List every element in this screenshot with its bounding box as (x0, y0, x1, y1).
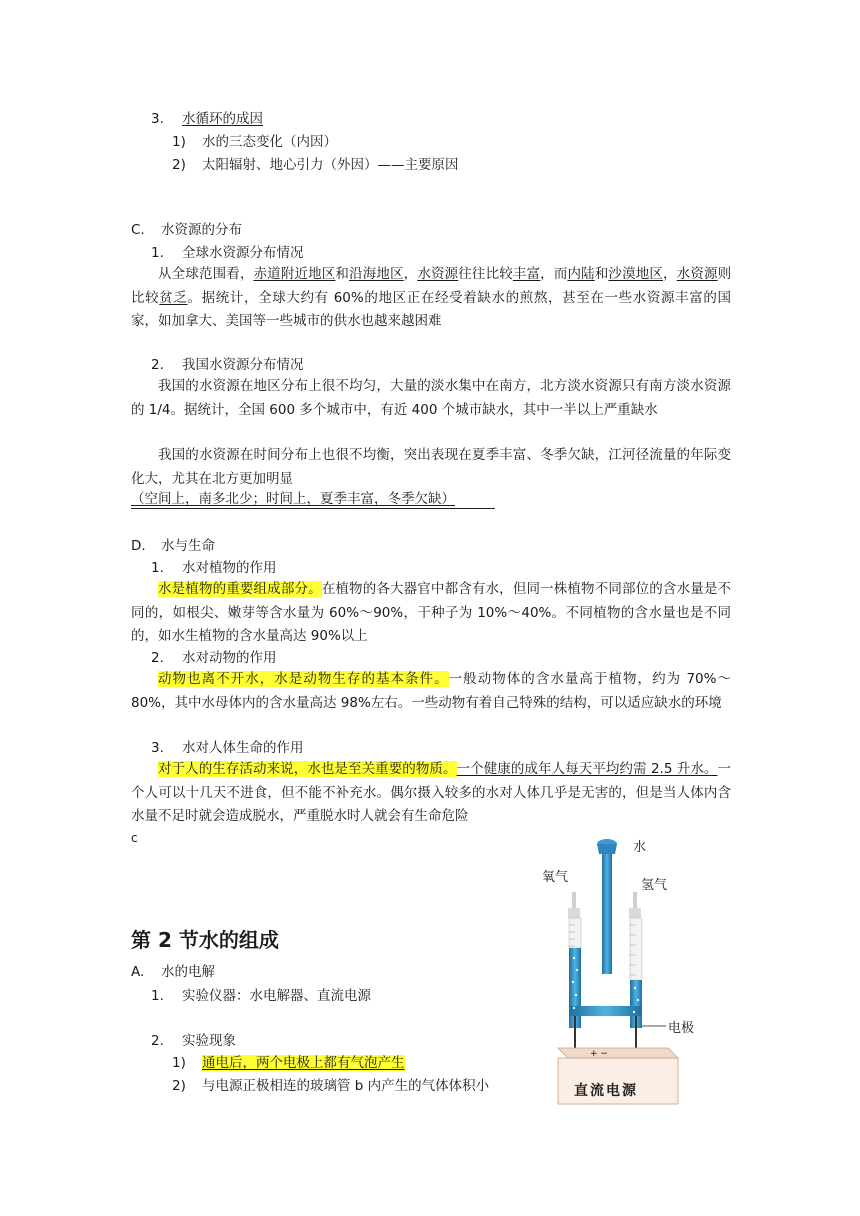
section-heading: 水资源的分布 (161, 222, 242, 238)
section-letter: D. (131, 538, 146, 554)
paragraph-animals: 动物也离不开水，水是动物生存的基本条件。一般动物体的含水量高于植物，约为 70%～80%，其中水母体内的含水量高达 98%左右。一些动物有着自己特殊的结构，可以适应缺水的环境 (131, 671, 732, 711)
label-power-supply: 直流电源 (574, 1083, 638, 1099)
funnel (597, 839, 617, 974)
list-item: 与电源正极相连的玻璃管 b 内产生的气体体积小 (202, 1078, 490, 1094)
paragraph-china-water-time: 我国的水资源在时间分布上也很不均衡，突出表现在夏季丰富、冬季欠缺，江河径流量的年际变化大，尤其在北方更加明显 (131, 447, 731, 487)
item-number: 3. (151, 740, 164, 756)
subsection-heading: 实验仪器：水电解器、直流电源 (182, 988, 371, 1004)
subsection-heading: 全球水资源分布情况 (182, 245, 304, 261)
electrolysis-figure (528, 830, 708, 1110)
list-item: 通电后，两个电极上都有气泡产生 (202, 1055, 405, 1071)
item-number: 1) (172, 1055, 186, 1071)
item-number: 2. (151, 650, 164, 666)
subsection-heading: 我国水资源分布情况 (182, 357, 304, 373)
label-hydrogen: 氢气 (641, 878, 668, 893)
section-letter: C. (131, 222, 145, 238)
subsection-heading: 水对植物的作用 (182, 560, 277, 576)
list-item: 水的三态变化（内因） (202, 134, 337, 150)
paragraph-china-water-space: 我国的水资源在地区分布上很不均匀，大量的淡水集中在南方，北方淡水资源只有南方淡水资源的 1/4。据统计，全国 600 多个城市中，有近 400 个城市缺水，其中一半以上严重缺水 (131, 378, 731, 418)
item-number: 1. (151, 560, 164, 576)
summary-underline (131, 508, 495, 509)
stray-char: c (131, 831, 138, 845)
subsection-heading: 水对人体生命的作用 (182, 740, 304, 756)
item-number: 2) (172, 1078, 186, 1094)
section-heading: 水与生命 (161, 538, 215, 554)
list-item: 太阳辐射、地心引力（外因）——主要原因 (202, 157, 459, 173)
item-number: 1. (151, 988, 164, 1004)
paragraph-plants: 水是植物的重要组成部分。在植物的各大器官中都含有水，但同一株植物不同部位的含水量是不同的，如根尖、嫩芽等含水量为 60%～90%，干种子为 10%～40%。不同植物的含水量也是不同的，如水生植物的含水量高达 90%以上 (131, 581, 732, 644)
subsection-heading: 水对动物的作用 (182, 650, 277, 666)
section-heading: 水的电解 (161, 964, 215, 980)
label-oxygen: 氧气 (542, 870, 569, 885)
section-letter: A. (131, 964, 145, 980)
electrodes (575, 1016, 636, 1048)
item-number: 1. (151, 245, 164, 261)
paragraph-global-water: 从全球范围看，赤道附近地区和沿海地区，水资源往往比较丰富，而内陆和沙漠地区，水资源则比较贫乏。据统计，全球大约有 60%的地区正在经受着缺水的煎熬，甚至在一些水资源丰富的国家，如加拿大、美国等一些城市的供水也越来越困难 (131, 266, 732, 329)
label-electrode: 电极 (668, 1021, 695, 1036)
section-heading: 水循环的成因 (182, 111, 263, 127)
summary-line: （空间上，南多北少；时间上，夏季丰富，冬季欠缺） (131, 491, 455, 507)
connector-tube (569, 1006, 642, 1016)
item-number: 2) (172, 157, 186, 173)
label-terminals: + − (590, 1049, 608, 1059)
item-number: 3. (151, 111, 164, 127)
paragraph-human: 对于人的生存活动来说，水也是至关重要的物质。一个健康的成年人每天平均约需 2.5 升水。一个人可以十几天不进食，但不能不补充水。偶尔摄入较多的水对人体几乎是无害的，但是当人体内含水量不足时就会造成脱水，严重脱水时人就会有生命危险 (131, 761, 731, 824)
item-number: 1) (172, 134, 186, 150)
subsection-heading: 实验现象 (182, 1033, 236, 1049)
label-water: 水 (633, 840, 647, 855)
item-number: 2. (151, 357, 164, 373)
item-number: 2. (151, 1033, 164, 1049)
chapter-title: 第 2 节水的组成 (131, 928, 279, 952)
